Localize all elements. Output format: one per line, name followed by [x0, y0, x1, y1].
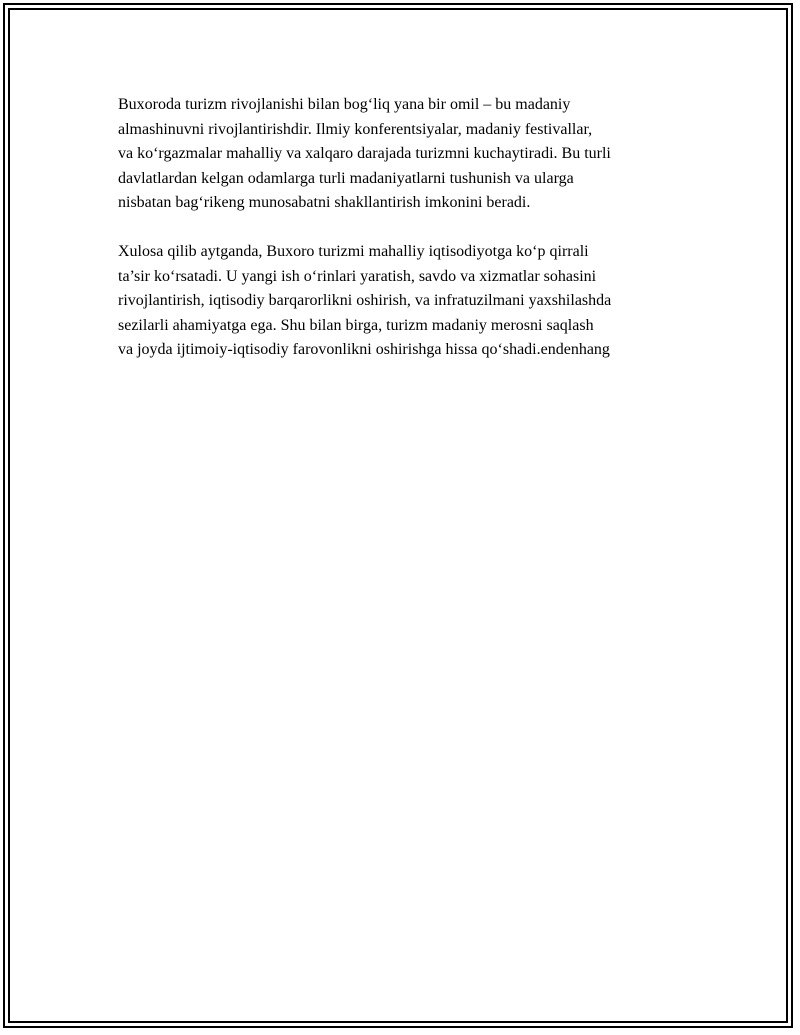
text-line: sezilarli ahamiyatga ega. Shu bilan birga, turizm madaniy merosni saqlash: [118, 316, 594, 334]
text-line: nisbatan bag‘rikeng munosabatni shakllantirish imkonini beradi.: [118, 194, 531, 211]
text-line: va ko‘rgazmalar mahalliy va xalqaro darajada turizmni kuchaytiradi. Bu turli: [118, 145, 611, 162]
paragraph-conclusion: [118, 240, 708, 363]
text-line: ta’sir ko‘rsatadi. U yangi ish o‘rinlari yaratish, savdo va xizmatlar sohasini: [118, 267, 597, 285]
text-line: almashinuvni rivojlantirishdir. Ilmiy konferentsiyalar, madaniy festivallar,: [118, 120, 593, 138]
text-line: davlatlardan kelgan odamlarga turli madaniyatlarni tushunish va ularga: [118, 169, 574, 187]
text-line: va joyda ijtimoiy-iqtisodiy farovonlikni oshirishga hissa qo‘shadi.endenhang: [118, 341, 610, 358]
text-line: rivojlantirish, iqtisodiy barqarorlikni oshirish, va infratuzilmani yaxshilashda: [118, 292, 612, 309]
paragraph-cultural-exchange: [118, 93, 708, 216]
document-body: [118, 93, 708, 387]
text-line: Xulosa qilib aytganda, Buxoro turizmi mahalliy iqtisodiyotga ko‘p qirrali: [118, 243, 589, 260]
text-line: Buxoroda turizm rivojlanishi bilan bog‘liq yana bir omil – bu madaniy: [118, 96, 571, 113]
